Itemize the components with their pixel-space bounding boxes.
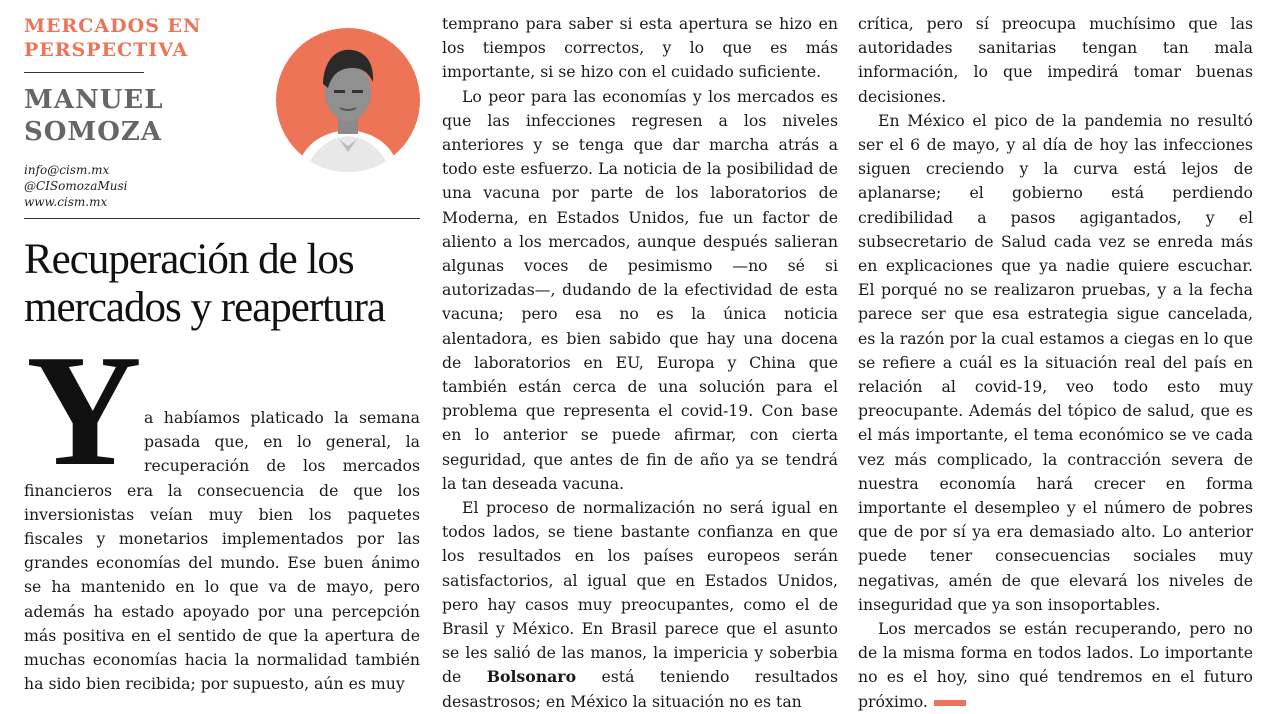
paragraph-3 [442,496,838,714]
paragraph-1-cont: temprano para saber si esta apertura se hizo en los tiempos correctos, y lo que es más importante, si se hizo con el cuidado suficiente. [442,14,838,82]
author-name [24,84,164,148]
divider [24,72,144,73]
paragraph-5-text: Los mercados se están recuperando, pero no de la misma forma en todos lados. Lo importante no es el hoy, sino qué tendremos en el futuro próximo. [858,619,1253,711]
section-label-line2: PERSPECTIVA [24,39,189,61]
paragraph-2: Lo peor para las economías y los mercados es que las infecciones regresen a los niveles anteriores y se tenga que dar marcha atrás a todo este esfuerzo. La noticia de la posibilidad de una vacuna por parte de los laboratorios de Moderna, en Estados Unidos, fue un factor de aliento a los mercados, aunque después salieran algunas voces de pesimismo —no sé si autorizadas—, dudando de la efectividad de esta vacuna; pero esa no es la única noticia alentadora, es bien sabido que hay una docena de laboratorios en EU, Europa y China que también están cerca de una solución para el problema que representa el covid-19. Con base en lo anterior se puede afirmar, con cierta seguridad, que antes de fin de año ya se tendrá la tan deseada vacuna. [442,86,838,493]
headline-line1: Recuperación de los [24,236,354,283]
article-body-col2 [442,12,838,714]
end-mark-icon [934,700,966,706]
author-email: info@cism.mx [24,163,110,177]
bold-name: Bolsonaro [486,667,577,687]
author-twitter: @CISomozaMusi [24,179,128,193]
author-last-name: SOMOZA [24,117,163,147]
paragraph-1: a habíamos platicado la semana pasada que, en lo general, la recuperación de los mercados financieros era la consecuencia de que los inversionistas veían muy bien los paquetes fiscales y monetarios implementados por las grandes economías del mundo. Ese buen ánimo se ha mantenido en lo que va de mayo, pero además ha estado apoyado por una percepción más positiva en el sentido de que la apertura de muchas economías hacia la normalidad también ha sido bien recibida; por supuesto, aún es muy [24,408,420,694]
paragraph-4: En México el pico de la pandemia no resultó ser el 6 de mayo, y al día de hoy las infecciones siguen creciendo y la curva está lejos de aplanarse; el gobierno está perdiendo credibilidad a pasos agigantados, y el subsecretario de Salud cada vez se enreda más en explicaciones que ya nadie quiere escuchar. El porqué no se realizaron pruebas, y a la fecha parece ser que esa estrategia sigue cancelada, es la razón por la cual estamos a ciegas en lo que se refiere a cuál es la situación real del país en relación al covid-19, veo todo esto muy preocupante. Además del tópico de salud, que es el más importante, el tema económico se ve cada vez más complicado, la contracción severa de nuestra economía hará crecer en forma importante el desempleo y el número de pobres que de por sí ya era demasiado alto. Lo anterior puede tener consecuencias sociales muy negativas, amén de que elevará los niveles de inseguridad que ya son insoportables. [858,110,1253,614]
paragraph-3-text-a: El proceso de normalización no será igual en todos lados, se tiene bastante confianza en que los resultados en los países europeos serán satisfactorios, al igual que en Estados Unidos, pero hay casos muy preocupantes, como el de Brasil y México. En Brasil parece que el asunto se les salió de las manos, la impericia y soberbia de [442,498,838,687]
header-divider [24,218,420,219]
author-portrait-icon [276,28,420,172]
section-label-line1: MERCADOS EN [24,15,202,37]
drop-cap: Y [26,321,142,499]
author-photo [276,28,420,172]
author-first-name: MANUEL [24,85,164,115]
headline-line2: mercados y reapertura [24,284,386,331]
article-body-col1 [24,321,420,702]
author-website: www.cism.mx [24,195,108,209]
paragraph-5 [858,617,1253,714]
headline [24,236,385,332]
author-contact [24,162,127,210]
article-body-col3 [858,12,1253,714]
section-label [24,14,201,62]
paragraph-3-text-b: está teniendo resultados desastrosos; en México la situación no es tan [442,667,838,711]
paragraph-3-cont: crítica, pero sí preocupa muchísimo que las autoridades sanitarias tengan tan mala información, lo que impedirá tomar buenas decisiones. [858,14,1253,106]
